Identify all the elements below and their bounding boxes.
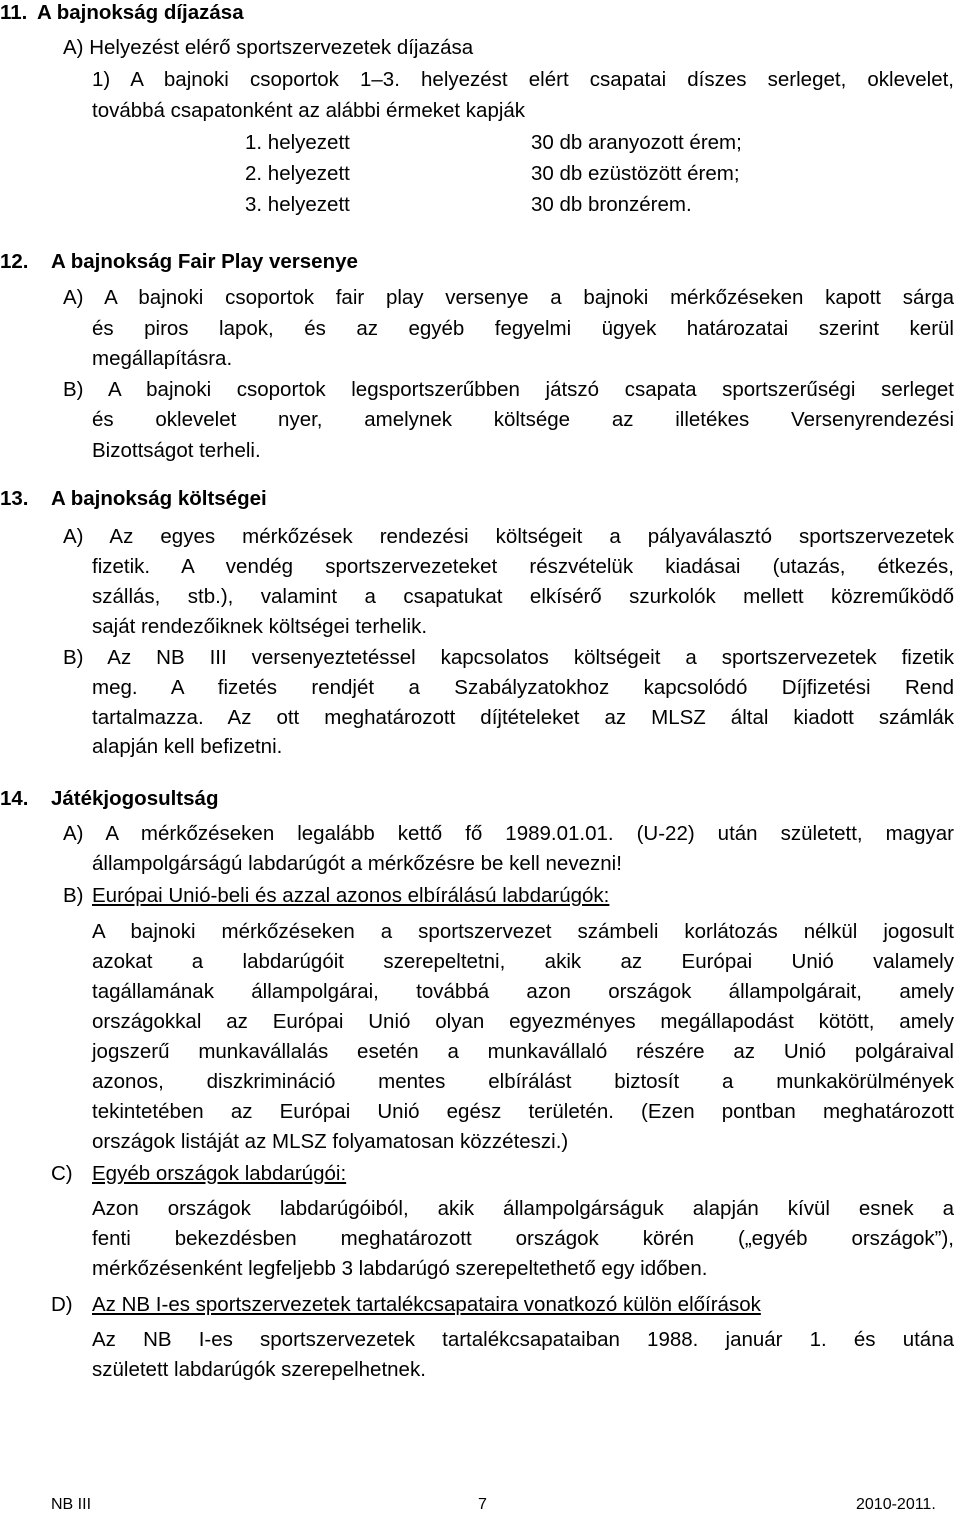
section-14-number: 14. <box>0 787 29 810</box>
section-13-a-line: saját rendezőiknek költségei terhelik. <box>92 615 428 638</box>
section-13-b-line: alapján kell befizetni. <box>92 735 283 758</box>
section-12-title: A bajnokság Fair Play versenye <box>51 250 358 273</box>
section-11-paragraph-line: 1) A bajnoki csoportok 1–3. helyezést elért csapatai díszes serleget, oklevelet, <box>92 68 954 91</box>
section-14-c-heading: Egyéb országok labdarúgói: <box>92 1162 347 1185</box>
medal-place: 2. helyezett <box>245 162 350 185</box>
section-11-number: 11. <box>0 1 28 24</box>
medal-award: 30 db ezüstözött érem; <box>531 162 740 185</box>
section-14-d-heading: Az NB I-es sportszervezetek tartalékcsapataira vonatkozó külön előírások <box>92 1293 761 1316</box>
medal-place: 3. helyezett <box>245 193 350 216</box>
section-14-c-prefix: C) <box>51 1162 73 1185</box>
section-13-b-line: B) Az NB III versenyeztetéssel kapcsolatos költségeit a sportszervezetek fizetik <box>63 646 954 669</box>
section-14-b-heading: Európai Unió-beli és azzal azonos elbírálású labdarúgók: <box>92 884 610 907</box>
section-14-b-line: A bajnoki mérkőzéseken a sportszervezet számbeli korlátozás nélkül jogosult <box>92 920 954 943</box>
section-12-b-line: és oklevelet nyer, amelynek költsége az illetékes Versenyrendezési <box>92 408 954 431</box>
section-14-a-line: A) A mérkőzéseken legalább kettő fő 1989.01.01. (U-22) után született, magyar <box>63 822 954 845</box>
section-12-b-line: B) A bajnoki csoportok legsportszerűbben játszó csapata sportszerűségi serleget <box>63 378 954 401</box>
footer-page-number: 7 <box>478 1496 487 1513</box>
section-13-number: 13. <box>0 487 29 510</box>
section-13-b-line: tartalmazza. Az ott meghatározott díjtételeket az MLSZ által kiadott számlák <box>92 706 954 729</box>
section-12-a-line: és piros lapok, és az egyéb fegyelmi ügyek határozatai szerint kerül <box>92 317 954 340</box>
medal-place: 1. helyezett <box>245 131 350 154</box>
section-14-c-line: Azon országok labdarúgóiból, akik állampolgárságuk alapján kívül esnek a <box>92 1197 954 1220</box>
section-14-c-line: mérkőzésenként legfeljebb 3 labdarúgó szerepeltethető egy időben. <box>92 1257 708 1280</box>
section-14-a-line: állampolgárságú labdarúgót a mérkőzésre be kell nevezni! <box>92 852 622 875</box>
section-14-b-line: tekintetében az Európai Unió egész területén. (Ezen pontban meghatározott <box>92 1100 954 1123</box>
section-12-a-line: A) A bajnoki csoportok fair play versenye a bajnoki mérkőzéseken kapott sárga <box>63 286 954 309</box>
section-13-b-line: meg. A fizetés rendjét a Szabályzatokhoz kapcsolódó Díjfizetési Rend <box>92 676 954 699</box>
section-14-b-line: tagállamának állampolgárai, továbbá azon országok állampolgárait, amely <box>92 980 954 1003</box>
section-14-b-line: országok listáját az MLSZ folyamatosan közzéteszi.) <box>92 1130 569 1153</box>
section-11-title: A bajnokság díjazása <box>37 1 244 24</box>
section-14-d-line: született labdarúgók szerepelhetnek. <box>92 1358 426 1381</box>
section-14-b-line: jogszerű munkavállalás esetén a munkavállaló részére az Unió polgáraival <box>92 1040 954 1063</box>
footer-left: NB III <box>51 1496 92 1513</box>
section-13-a-line: fizetik. A vendég sportszervezeteket részvételük kiadásai (utazás, étkezés, <box>92 555 954 578</box>
section-13-title: A bajnokság költségei <box>51 487 267 510</box>
section-13-a-line: A) Az egyes mérkőzések rendezési költségeit a pályaválasztó sportszervezetek <box>63 525 954 548</box>
section-12-a-line: megállapításra. <box>92 347 233 370</box>
section-12-number: 12. <box>0 250 29 273</box>
section-14-c-line: fenti bekezdésben meghatározott országok körén („egyéb országok”), <box>92 1227 954 1250</box>
section-14-b-line: azonos, diszkrimináció mentes elbírálást biztosít a munkakörülmények <box>92 1070 954 1093</box>
footer-right: 2010-2011. <box>856 1496 936 1513</box>
section-14-b-line: országokkal az Európai Unió olyan egyezményes megállapodást kötött, amely <box>92 1010 954 1033</box>
section-14-d-line: Az NB I-es sportszervezetek tartalékcsapataiban 1988. január 1. és utána <box>92 1328 954 1351</box>
medal-award: 30 db aranyozott érem; <box>531 131 742 154</box>
section-14-title: Játékjogosultság <box>51 787 219 810</box>
section-11-paragraph-line: továbbá csapatonként az alábbi érmeket kapják <box>92 99 526 122</box>
section-11-a-heading: A) Helyezést elérő sportszervezetek díjazása <box>63 36 474 59</box>
section-13-a-line: szállás, stb.), valamint a csapatukat elkísérő szurkolók mellett közreműködő <box>92 585 954 608</box>
medal-award: 30 db bronzérem. <box>531 193 692 216</box>
section-12-b-line: Bizottságot terheli. <box>92 439 261 462</box>
section-14-b-prefix: B) <box>63 884 84 907</box>
section-14-d-prefix: D) <box>51 1293 73 1316</box>
section-14-b-line: azokat a labdarúgóit szerepeltetni, akik az Európai Unió valamely <box>92 950 954 973</box>
